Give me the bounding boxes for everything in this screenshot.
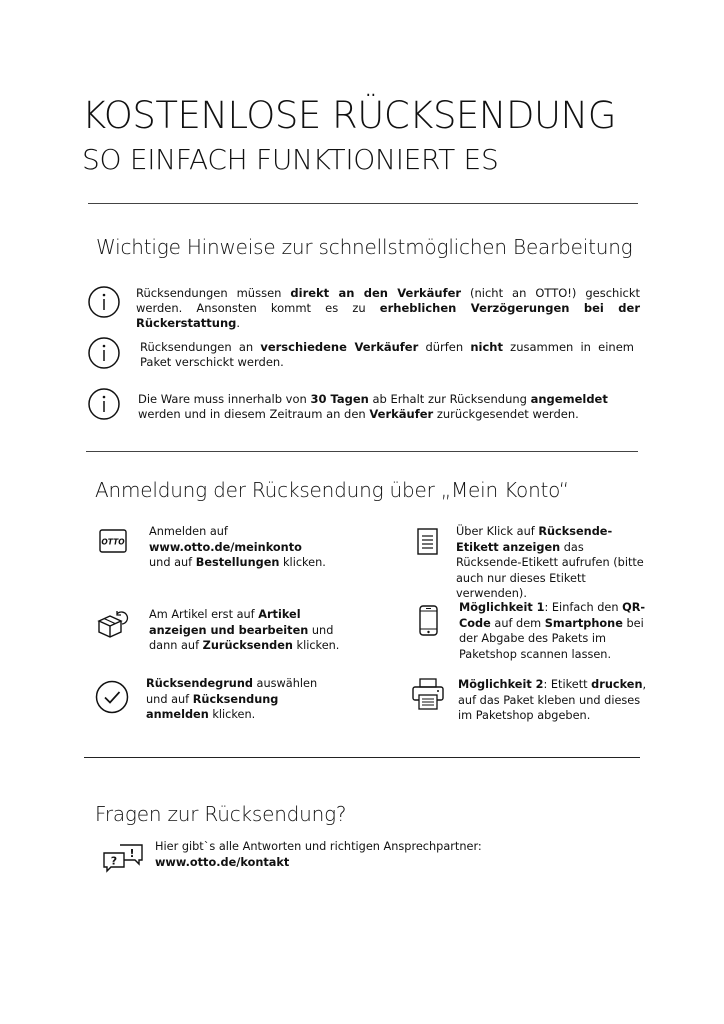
hint-note-3: Die Ware muss innerhalb von 30 Tagen ab Erhalt zur Rücksendung angemeldet werden und in diesem Zeitraum an den Verkäufer zurückgesendet werden. bbox=[138, 392, 608, 421]
page-subtitle: SO EINFACH FUNKTIONIERT ES bbox=[82, 143, 499, 176]
divider bbox=[88, 203, 638, 204]
questions-heading: Fragen zur Rücksendung? bbox=[95, 802, 347, 826]
contact-link[interactable]: www.otto.de/kontakt bbox=[155, 855, 290, 869]
info-circle-icon bbox=[87, 285, 121, 319]
chat-question-icon bbox=[102, 843, 144, 873]
divider bbox=[84, 757, 640, 758]
printer-icon bbox=[411, 677, 445, 711]
step-option-2: Möglichkeit 2: Etikett drucken, auf das Paket kleben und dieses im Paketshop abgeben. bbox=[458, 678, 647, 722]
registration-heading: Anmeldung der Rücksendung über „Mein Konto“ bbox=[95, 478, 569, 502]
step-article: Am Artikel erst auf Artikel anzeigen und bearbeiten und dann auf Zurücksenden klicken. bbox=[149, 608, 340, 652]
smartphone-icon bbox=[418, 604, 440, 638]
step-reason: Rücksendegrund auswählen und auf Rücksendung anmelden klicken. bbox=[146, 677, 318, 721]
document-icon bbox=[416, 527, 440, 557]
step-label: Über Klick auf Rücksende-Etikett anzeigen das Rücksende-Etikett aufrufen (bitte auch nur dieses Etikett verwenden). bbox=[456, 525, 644, 600]
package-return-icon bbox=[95, 610, 129, 640]
hint-note-2: Rücksendungen an verschiedene Verkäufer dürfen nicht zusammen in einem Paket verschickt werden. bbox=[140, 340, 634, 369]
step-option-1: Möglichkeit 1: Einfach den QR-Code auf dem Smartphone bei der Abgabe des Pakets im Paketshop scannen lassen. bbox=[459, 601, 646, 661]
hint-note-1: Rücksendungen müssen direkt an den Verkäufer (nicht an OTTO!) geschickt werden. Ansonsten kommt es zu erheblichen Verzögerungen bei der Rückerstattung. bbox=[136, 286, 641, 330]
check-circle-icon bbox=[95, 680, 129, 714]
svg-text:!: ! bbox=[129, 847, 135, 860]
step-login: Anmelden auf www.otto.de/meinkonto und auf Bestellungen klicken. bbox=[149, 525, 326, 569]
hints-heading: Wichtige Hinweise zur schnellstmöglichen Bearbeitung bbox=[96, 235, 633, 259]
info-circle-icon bbox=[87, 387, 121, 421]
svg-text:?: ? bbox=[110, 854, 118, 868]
questions-text: Hier gibt`s alle Antworten und richtigen Ansprechpartner: www.otto.de/kontakt bbox=[155, 840, 482, 869]
divider bbox=[86, 451, 638, 452]
info-circle-icon bbox=[87, 336, 121, 370]
page-title: KOSTENLOSE RÜCKSENDUNG bbox=[82, 94, 616, 137]
otto-logo-text: OTTO bbox=[101, 537, 125, 547]
otto-logo-icon bbox=[99, 529, 127, 553]
